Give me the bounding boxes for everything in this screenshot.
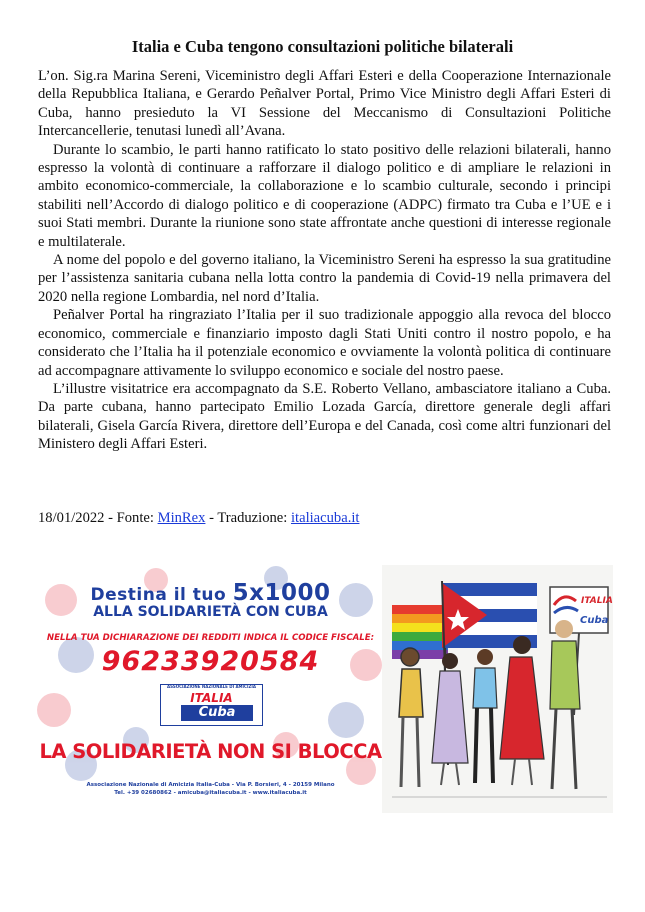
paragraph-2: Durante lo scambio, le parti hanno ratificato lo stato positivo delle relazioni bilaterali, hanno espresso la volontà di continuare a rafforzare il dialogo politico e di ampliare le relazioni in ambito economico-commerciale, la collaborazione e lo scambio culturale, secondo i principi stabiliti nell’Accordo di dialogo politico e di cooperazione (ADPC) firmato tra Cuba e l’UE e i suoi Stati membri. Durante la riunione sono state affrontate anche questioni di interesse regionale e multilaterale. [38,141,611,250]
banner-line3: NELLA TUA DICHIARAZIONE DEI REDDITI INDICA IL CODICE FISCALE: [46,633,375,643]
sign-cuba-text: Cuba [580,615,609,626]
person-4 [500,636,544,785]
logo-italia: ITALIA [190,691,233,705]
person-5 [550,620,580,789]
source-link[interactable]: MinRex [157,510,206,526]
article-body [38,67,611,454]
person-3 [473,649,497,783]
article-meta [38,510,359,527]
article-title: Italia e Cuba tengono consultazioni politiche bilaterali [131,37,514,56]
people-with-flags-image [382,565,613,813]
banner-line1-a: Destina il tuo [90,585,233,605]
paragraph-5: L’illustre visitatrice era accompagnato da S.E. Roberto Vellano, ambasciatore italiano a Cuba. Da parte cubana, hanno partecipato Emilio Lozada García, direttore generale degli affari bilaterali, Gisela García Rivera, direttore dell’Europa e del Canada, così come altri funzionari del Ministero degli Affari Esteri. [38,380,611,453]
person-2 [432,653,468,785]
banner-footer-address: Associazione Nazionale di Amicizia Italia-Cuba - Via P. Borsieri, 4 - 20159 Milano [86,782,335,788]
paragraph-3: A nome del popolo e del governo italiano, la Viceministro Sereni ha espresso la sua gratitudine per l’assistenza sanitaria cubana nella lotta contro la pandemia di Covid-19 nella primavera del 2020 nella regione Lombardia, nel nord d’Italia. [38,252,611,305]
paragraph-4: Peñalver Portal ha ringraziato l’Italia per il suo tradizionale appoggio alla revoca del blocco economico, commerciale e finanziario imposto dagli Stati Uniti contro il nostro popolo, e ha considerato che l’Italia ha il potenziale economico e ovviamente la volontà politica di continuare ad accompagnare attivamente lo sviluppo economico e sociale del nostro paese. [38,307,611,379]
flags-illustration [382,565,613,813]
logo-caption: ASSOCIAZIONE NAZIONALE DI AMICIZIA [167,684,256,689]
italia-cuba-logo [160,684,263,726]
sign-italia-text: ITALIA [581,596,613,606]
banner-line2: ALLA SOLIDARIETÀ CON CUBA [93,604,328,620]
banner-5x1000: 5x1000 [232,580,331,606]
source-label: - Fonte: [104,510,158,526]
banner-slogan: LA SOLIDARIETÀ NON SI BLOCCA [39,740,382,763]
banner-footer-contacts: Tel. +39 02680862 - amicuba@italiacuba.it - www.italiacuba.it [114,790,307,796]
paragraph-1: L’on. Sig.ra Marina Sereni, Viceministro degli Affari Esteri e della Cooperazione Internazionale della Repubblica Italiana, e Gerardo Peñalver Portal, Primo Vice Ministro degli Affari Esteri di Cuba, hanno presieduto la VI Sessione del Meccanismo di Consultazioni Politiche Intercancellerie, tenutasi lunedì all’Avana. [38,68,611,140]
person-1 [399,648,423,787]
banner-fiscal-code: 96233920584 [101,646,320,677]
donation-banner [36,560,385,806]
translation-label: - Traduzione: [205,510,291,526]
publish-date: 18/01/2022 [38,510,105,526]
translation-link[interactable]: italiacuba.it [290,510,360,526]
logo-cuba: Cuba [181,705,253,721]
